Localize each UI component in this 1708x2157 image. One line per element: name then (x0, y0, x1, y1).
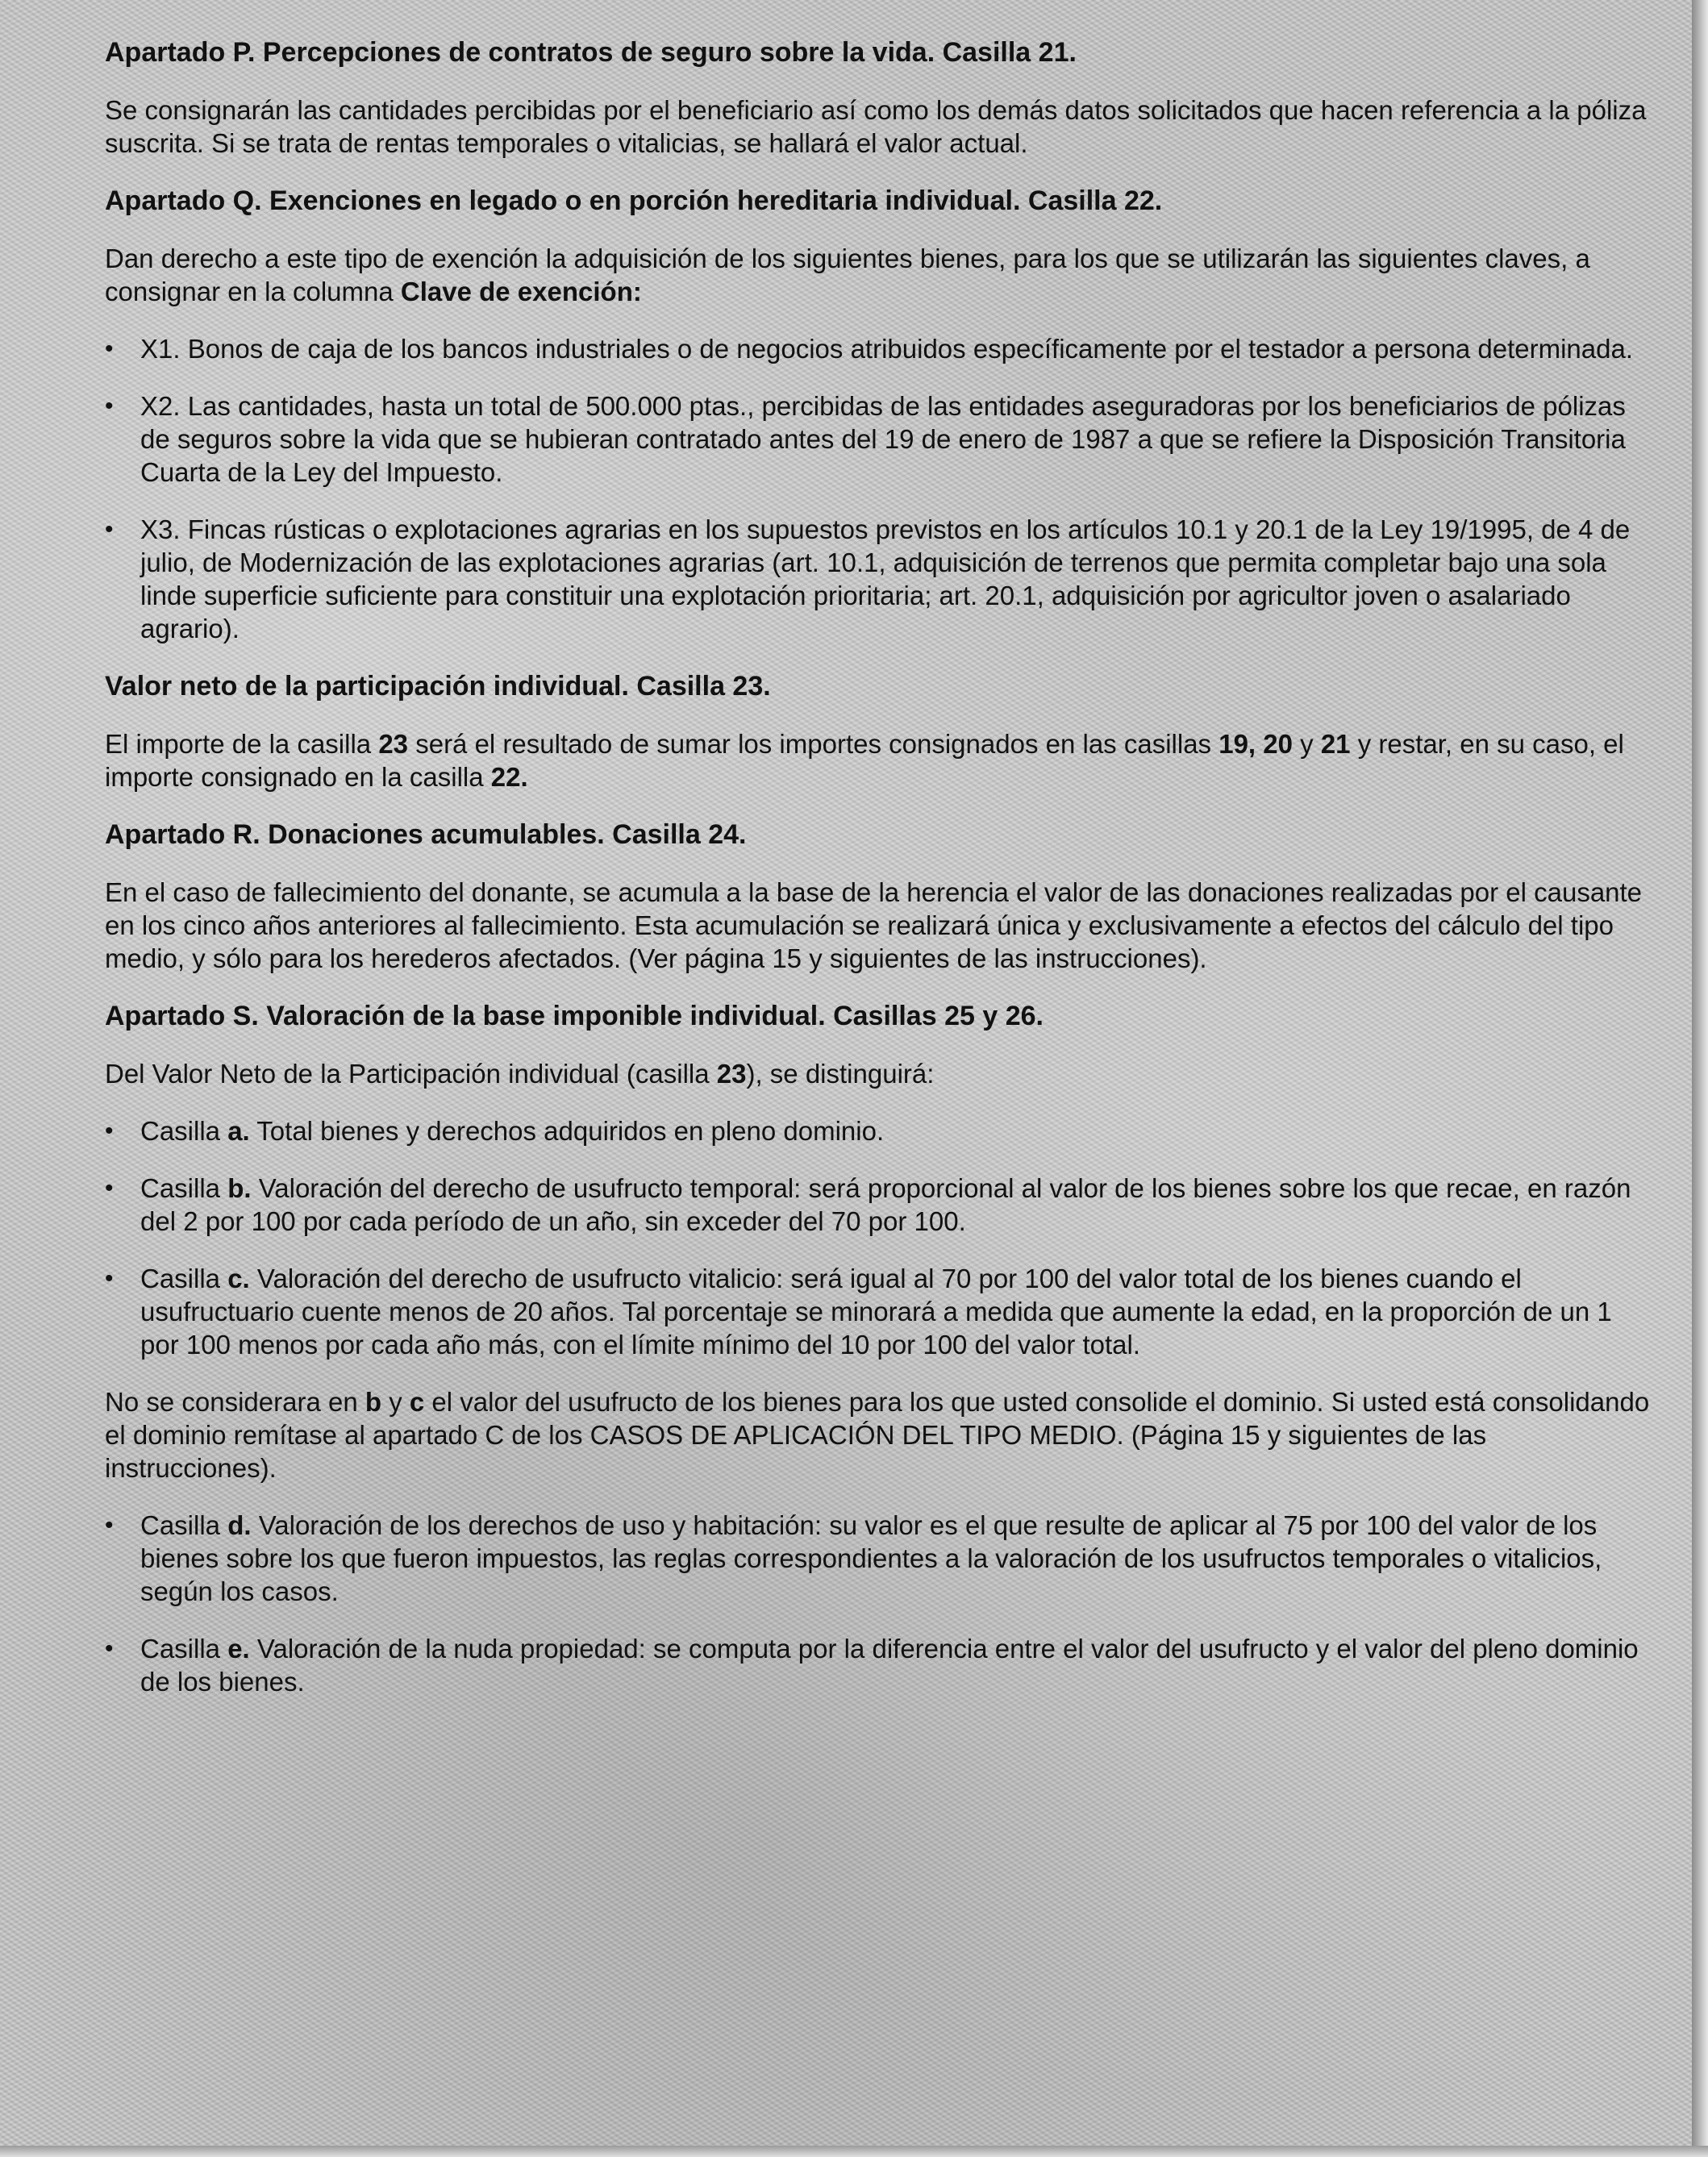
bold-run: a. (227, 1116, 250, 1146)
list-item (94, 1262, 1653, 1361)
section-q-intro-text: Dan derecho a este tipo de exención la adquisición de los siguientes bienes, para los que se utilizarán las siguientes claves, a consignar en la columna (105, 244, 1590, 306)
text-run: Casilla (140, 1116, 228, 1146)
bullet-icon: • (105, 1175, 114, 1201)
exemption-list (94, 332, 1653, 645)
list-item (94, 513, 1653, 645)
text-run: Casilla (140, 1173, 228, 1203)
bold-run: 19, 20 (1219, 729, 1293, 759)
text-run: El importe de la casilla (105, 729, 379, 759)
section-r-heading: Apartado R. Donaciones acumulables. Casilla 24. (105, 819, 747, 850)
text-run: Casilla (140, 1510, 228, 1540)
bullet-icon: • (105, 516, 114, 543)
bold-run: d. (227, 1510, 252, 1540)
bullet-icon: • (105, 393, 114, 419)
section-p-paragraph: Se consignarán las cantidades percibidas por el beneficiario así como los demás datos solicitados que hacen referencia a la póliza suscrita. Si se trata de rentas temporales o vitalicias, se hallará el valor actual. (105, 95, 1647, 158)
bold-run: c (409, 1387, 425, 1417)
bold-run: 23 (716, 1059, 747, 1089)
text-run: Valoración de la nuda propiedad: se computa por la diferencia entre el valor del usufructo y el valor del pleno dominio de los bienes. (140, 1634, 1639, 1697)
casilla-list-b (94, 1509, 1653, 1698)
bold-run: 22. (490, 762, 528, 792)
casilla-list-a (94, 1114, 1653, 1361)
text-run: Valoración del derecho de usufructo vitalicio: será igual al 70 por 100 del valor total de los bienes cuando el usufructuario cuente menos de 20 años. Tal porcentaje se minorará a medida que aumente la edad, en la proporción de un 1 por 100 menos por cada año más, con el límite mínimo del 10 por 100 del valor total. (140, 1264, 1612, 1360)
section-r-paragraph: En el caso de fallecimiento del donante, se acumula a la base de la herencia el valor de las donaciones realizadas por el causante en los cinco años anteriores al fallecimiento. Esta acumulación se realizará única y exclusivamente a efectos del cálculo del tipo medio, y sólo para los herederos afectados. (Ver página 15 y siguientes de las instrucciones). (105, 877, 1643, 973)
exemption-x3: X3. Fincas rústicas o explotaciones agrarias en los supuestos previstos en los artículos 10.1 y 20.1 de la Ley 19/1995, de 4 de julio, de Modernización de las explotaciones agrarias (art. 10.1, adquisición de terrenos que permita completar bajo una sola linde superficie suficiente para constituir una explotación prioritaria; art. 20.1, adquisición por agricultor joven o asalariado agrario). (140, 514, 1631, 643)
bullet-icon: • (105, 335, 114, 362)
list-item (94, 1114, 1653, 1147)
text-run: ), se distinguirá: (746, 1059, 935, 1089)
section-q-intro-bold: Clave de exención: (400, 277, 642, 306)
bold-run: c. (227, 1264, 250, 1293)
exemption-x2: X2. Las cantidades, hasta un total de 500.000 ptas., percibidas de las entidades aseguradoras por los beneficiarios de pólizas de seguros sobre la vida que se hubieran contratado antes del 19 de enero de 1987 a que se refiere la Disposición Transitoria Cuarta de la Ley del Impuesto. (140, 391, 1626, 487)
section-valor-neto-paragraph (105, 727, 1653, 793)
section-valor-neto-heading: Valor neto de la participación individual. Casilla 23. (105, 671, 771, 702)
text-run: No se considerara en (105, 1387, 365, 1417)
text-run: Casilla (140, 1634, 228, 1664)
text-run: Total bienes y derechos adquiridos en pleno dominio. (249, 1116, 885, 1146)
text-run: Valoración del derecho de usufructo temporal: será proporcional al valor de los bienes sobre los que recae, en razón del 2 por 100 por cada período de un año, sin exceder del 70 por 100. (140, 1173, 1631, 1236)
bold-run: b. (227, 1173, 252, 1203)
list-item (94, 332, 1653, 365)
bold-run: 21 (1320, 729, 1351, 759)
text-run: y (381, 1387, 410, 1417)
text-run: el valor del usufructo de los bienes para los que usted consolide el dominio. Si usted está consolidando el dominio remítase al apartado C de los CASOS DE APLICACIÓN DEL TIPO MEDIO. (Página 15 y siguientes de las instrucciones). (105, 1387, 1650, 1483)
text-run: Casilla (140, 1264, 228, 1293)
list-item (94, 1509, 1653, 1608)
section-s-intro (105, 1057, 1653, 1090)
bullet-icon: • (105, 1635, 114, 1662)
list-item (94, 1172, 1653, 1238)
bold-run: 23 (378, 729, 409, 759)
list-item (94, 1632, 1653, 1698)
bold-run: e. (227, 1634, 250, 1664)
bold-run: b (365, 1387, 382, 1417)
exemption-x1: X1. Bonos de caja de los bancos industriales o de negocios atribuidos específicamente por el testador a persona determinada. (140, 334, 1633, 364)
section-s-note (105, 1385, 1653, 1484)
section-p-heading: Apartado P. Percepciones de contratos de seguro sobre la vida. Casilla 21. (105, 37, 1077, 68)
list-item (94, 389, 1653, 489)
section-q-heading: Apartado Q. Exenciones en legado o en porción hereditaria individual. Casilla 22. (105, 185, 1163, 216)
section-q-intro (105, 242, 1653, 308)
section-s-heading: Apartado S. Valoración de la base imponible individual. Casillas 25 y 26. (105, 1001, 1044, 1031)
bullet-icon: • (105, 1265, 114, 1292)
text-run: Del Valor Neto de la Participación individual (casilla (105, 1059, 717, 1089)
text-run: y (1292, 729, 1321, 759)
scan-edge-right (1692, 0, 1708, 2157)
bullet-icon: • (105, 1118, 114, 1144)
scan-edge-bottom (0, 2146, 1708, 2157)
text-run: será el resultado de sumar los importes consignados en las casillas (408, 729, 1219, 759)
text-run: Valoración de los derechos de uso y habitación: su valor es el que resulte de aplicar al 75 por 100 del valor de los bienes sobre los que fueron impuestos, las reglas correspondientes a la valoración de los usufructos temporales o vitalicios, según los casos. (140, 1510, 1602, 1606)
text-run: y restar, en su caso, el importe consignado en la casilla (105, 729, 1624, 792)
bullet-icon: • (105, 1512, 114, 1539)
